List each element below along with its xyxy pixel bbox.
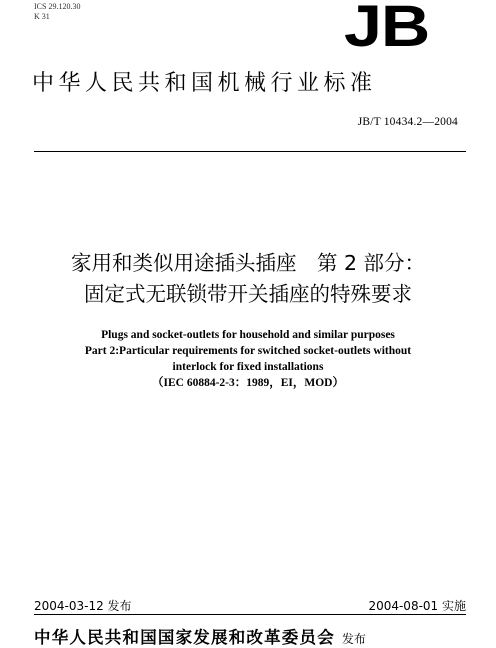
publisher-name: 中华人民共和国国家发展和改革委员会	[34, 628, 335, 647]
publisher-suffix: 发布	[341, 632, 366, 646]
ics-code: ICS 29.120.30	[34, 2, 81, 11]
en-title-line1: Plugs and socket-outlets for household and similar purposes	[101, 329, 395, 341]
cn-title-line2: 固定式无联锁带开关插座的特殊要求	[84, 282, 412, 306]
ccs-code: K 31	[34, 12, 50, 21]
en-title-line4: （IEC 60884-2-3：1989，EI，MOD）	[152, 377, 344, 389]
publisher	[34, 624, 366, 648]
en-title-line2: Part 2:Particular requirements for switched socket-outlets without	[84, 345, 412, 357]
implement-date: 2004-08-01 实施	[368, 599, 466, 613]
header-divider	[34, 151, 466, 152]
cn-title-line1: 家用和类似用途插头插座 第 2 部分：	[70, 251, 426, 275]
standard-category-title: 中华人民共和国机械行业标准	[32, 71, 377, 96]
footer-divider	[34, 614, 466, 615]
jb-logo: JB	[344, 0, 430, 59]
issue-date: 2004-03-12 发布	[34, 599, 132, 613]
ics-classification	[34, 2, 80, 22]
standard-number: JB/T 10434.2—2004	[357, 116, 458, 128]
en-title-line3: interlock for fixed installations	[172, 361, 324, 373]
